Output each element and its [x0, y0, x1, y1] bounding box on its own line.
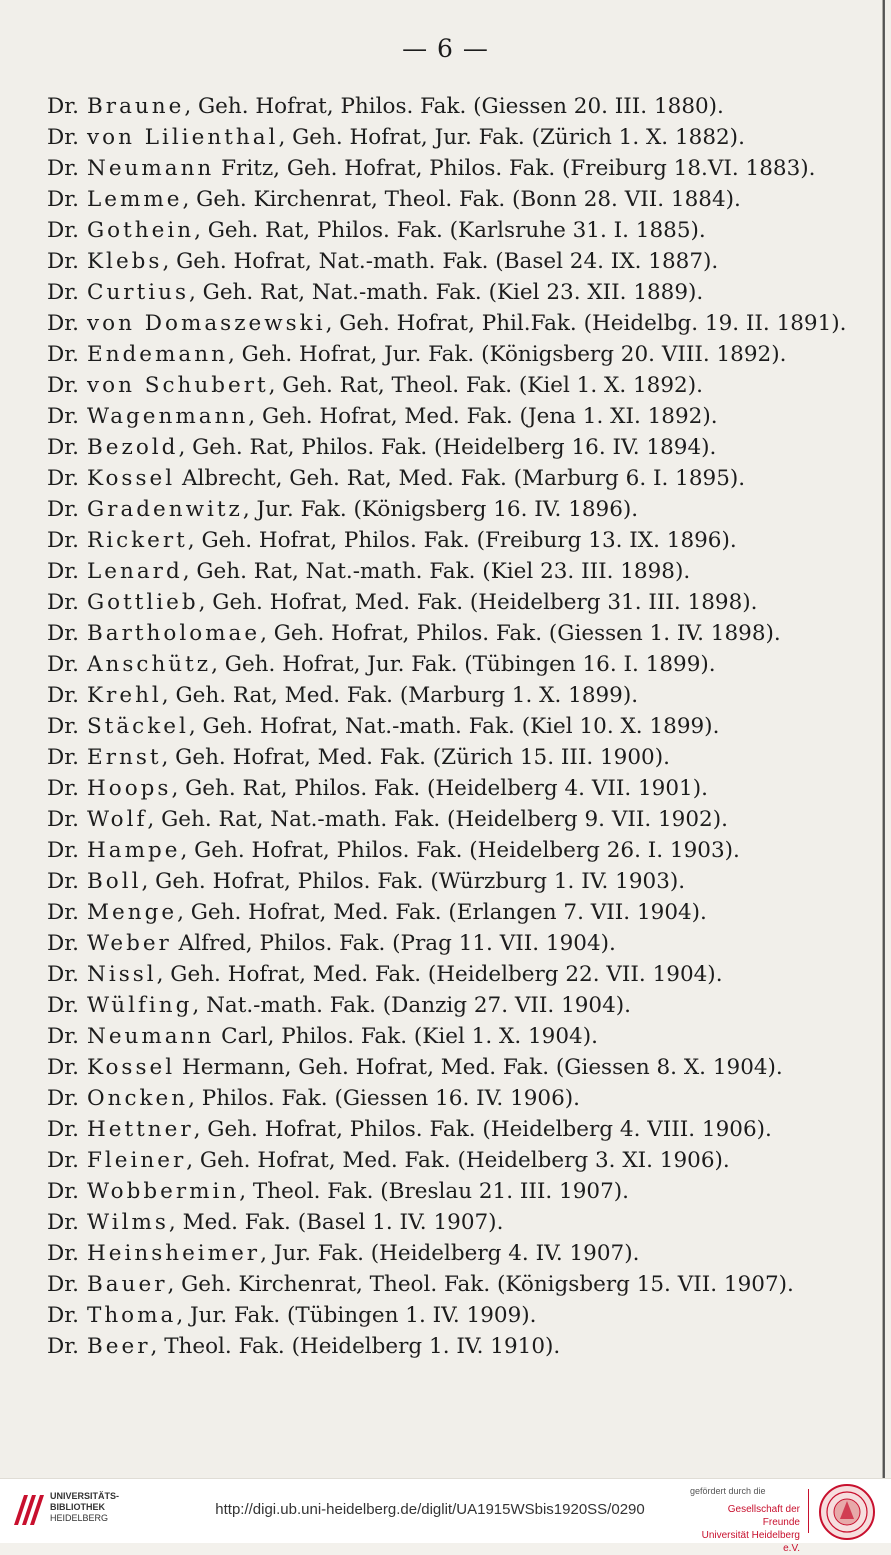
entry-name: Kossel — [87, 466, 176, 491]
entry-row — [47, 277, 847, 308]
entry-name: Bartholomae — [87, 621, 261, 646]
entry-name: Boll — [87, 869, 142, 894]
entry-title: Dr. — [47, 528, 79, 553]
entry-title: Dr. — [47, 1024, 79, 1049]
entry-title: Dr. — [47, 466, 79, 491]
entry-details: , Theol. Fak. (Breslau 21. III. 1907). — [239, 1179, 629, 1204]
entry-row — [47, 525, 847, 556]
entry-name: Oncken — [87, 1086, 189, 1111]
entry-title: Dr. — [47, 993, 79, 1018]
entry-name: Bezold — [87, 435, 179, 460]
entry-details: , Geh. Kirchenrat, Theol. Fak. (Königsberg 15. VII. 1907). — [167, 1272, 794, 1297]
entry-title: Dr. — [47, 311, 79, 336]
entry-name: Lenard — [87, 559, 183, 584]
entry-row — [47, 215, 847, 246]
entry-name: Neumann — [87, 156, 215, 181]
entry-name: Wagenmann — [87, 404, 249, 429]
entry-name: Nissl — [87, 962, 157, 987]
entry-title: Dr. — [47, 714, 79, 739]
entry-title: Dr. — [47, 1272, 79, 1297]
entry-name: Ernst — [87, 745, 162, 770]
entry-title: Dr. — [47, 249, 79, 274]
entry-details: , Geh. Hofrat, Jur. Fak. (Königsberg 20. VIII. 1892). — [227, 342, 787, 367]
entry-title: Dr. — [47, 1303, 79, 1328]
entry-details: , Geh. Hofrat, Med. Fak. (Erlangen 7. VII. 1904). — [177, 900, 707, 925]
entry-title: Dr. — [47, 280, 79, 305]
entry-name: Kossel — [87, 1055, 176, 1080]
entry-title: Dr. — [47, 931, 79, 956]
entry-row — [47, 1207, 847, 1238]
library-name-line: HEIDELBERG — [50, 1513, 109, 1523]
entry-name: Lemme — [87, 187, 183, 212]
entry-name: von Schubert — [87, 373, 269, 398]
entry-row — [47, 990, 847, 1021]
page-number: — 6 — — [402, 34, 489, 63]
entry-details: , Geh. Hofrat, Phil.Fak. (Heidelbg. 19. II. 1891). — [325, 311, 847, 336]
entry-row — [47, 649, 847, 680]
page-edge — [882, 0, 885, 1478]
entry-name: Braune — [87, 94, 185, 119]
entry-title: Dr. — [47, 218, 79, 243]
entry-row — [47, 339, 847, 370]
entry-title: Dr. — [47, 1148, 79, 1173]
entry-row — [47, 246, 847, 277]
entry-title: Dr. — [47, 1055, 79, 1080]
entry-row — [47, 804, 847, 835]
entry-details: , Geh. Rat, Nat.-math. Fak. (Kiel 23. XII. 1889). — [188, 280, 704, 305]
entry-name: Weber — [87, 931, 172, 956]
entry-details: , Geh. Hofrat, Philos. Fak. (Heidelberg 4. VIII. 1906). — [193, 1117, 772, 1142]
entry-title: Dr. — [47, 125, 79, 150]
entry-name: Wobbermin — [87, 1179, 240, 1204]
entry-details: , Geh. Rat, Med. Fak. (Marburg 1. X. 1899). — [161, 683, 639, 708]
entry-name: Krehl — [87, 683, 162, 708]
entry-details: , Geh. Rat, Nat.-math. Fak. (Heidelberg 9. VII. 1902). — [147, 807, 728, 832]
entry-row — [47, 153, 847, 184]
entry-row — [47, 1176, 847, 1207]
university-seal-icon — [818, 1483, 876, 1541]
sponsor-name-line: Gesellschaft der Freunde — [727, 1504, 800, 1528]
permalink-url[interactable]: http://digi.ub.uni-heidelberg.de/diglit/UA1915WSbis1920SS/0290 — [215, 1501, 645, 1518]
entry-title: Dr. — [47, 559, 79, 584]
entry-details: , Geh. Kirchenrat, Theol. Fak. (Bonn 28. VII. 1884). — [182, 187, 741, 212]
entry-details: , Geh. Rat, Philos. Fak. (Heidelberg 4. VII. 1901). — [171, 776, 708, 801]
entry-details: , Geh. Hofrat, Philos. Fak. (Giessen 20. III. 1880). — [184, 94, 724, 119]
entry-name: Stäckel — [87, 714, 189, 739]
entry-row — [47, 1052, 847, 1083]
entry-name: Rickert — [87, 528, 188, 553]
entry-details: , Geh. Hofrat, Med. Fak. (Zürich 15. III. 1900). — [161, 745, 670, 770]
entry-row — [47, 463, 847, 494]
entry-name: Hoops — [87, 776, 172, 801]
entry-name: von Lilienthal — [87, 125, 279, 150]
entry-details: , Med. Fak. (Basel 1. IV. 1907). — [168, 1210, 504, 1235]
entry-details: , Geh. Hofrat, Jur. Fak. (Zürich 1. X. 1882). — [278, 125, 745, 150]
entry-details: , Geh. Hofrat, Nat.-math. Fak. (Basel 24. IX. 1887). — [162, 249, 719, 274]
entry-details: , Jur. Fak. (Königsberg 16. IV. 1896). — [242, 497, 639, 522]
entry-details: Fritz, Geh. Hofrat, Philos. Fak. (Freiburg 18.VI. 1883). — [214, 156, 816, 181]
entry-details: , Theol. Fak. (Heidelberg 1. IV. 1910). — [150, 1334, 561, 1359]
entry-row — [47, 1145, 847, 1176]
entry-row — [47, 897, 847, 928]
entry-name: Wilms — [87, 1210, 169, 1235]
sponsor-name-line: Universität Heidelberg e.V. — [701, 1530, 800, 1554]
entry-title: Dr. — [47, 962, 79, 987]
entry-row — [47, 835, 847, 866]
entry-details: Albrecht, Geh. Rat, Med. Fak. (Marburg 6. I. 1895). — [175, 466, 746, 491]
entry-name: Beer — [87, 1334, 151, 1359]
entry-row — [47, 866, 847, 897]
entry-name: Heinsheimer — [87, 1241, 261, 1266]
entry-details: , Geh. Rat, Theol. Fak. (Kiel 1. X. 1892). — [268, 373, 703, 398]
entry-details: Carl, Philos. Fak. (Kiel 1. X. 1904). — [214, 1024, 598, 1049]
entry-title: Dr. — [47, 1179, 79, 1204]
entry-name: Anschütz — [87, 652, 212, 677]
entry-row — [47, 308, 847, 339]
entry-title: Dr. — [47, 683, 79, 708]
entry-details: , Geh. Hofrat, Philos. Fak. (Heidelberg 26. I. 1903). — [180, 838, 740, 863]
entry-row — [47, 370, 847, 401]
entry-row — [47, 587, 847, 618]
entry-title: Dr. — [47, 373, 79, 398]
entry-details: , Geh. Rat, Philos. Fak. (Karlsruhe 31. I. 1885). — [194, 218, 706, 243]
entry-title: Dr. — [47, 776, 79, 801]
entry-name: Hampe — [87, 838, 181, 863]
entry-row — [47, 1300, 847, 1331]
entry-name: Gottlieb — [87, 590, 199, 615]
entry-row — [47, 711, 847, 742]
entry-details: , Geh. Rat, Nat.-math. Fak. (Kiel 23. III. 1898). — [182, 559, 691, 584]
entry-name: Menge — [87, 900, 178, 925]
entry-title: Dr. — [47, 435, 79, 460]
entry-name: Hettner — [87, 1117, 194, 1142]
library-logo-icon — [10, 1489, 46, 1529]
entry-name: von Domaszewski — [87, 311, 326, 336]
entry-name: Gothein — [87, 218, 195, 243]
entry-title: Dr. — [47, 807, 79, 832]
entry-name: Thoma — [87, 1303, 177, 1328]
entry-details: , Geh. Hofrat, Med. Fak. (Heidelberg 22. VII. 1904). — [156, 962, 723, 987]
entry-title: Dr. — [47, 621, 79, 646]
entry-details: , Geh. Hofrat, Jur. Fak. (Tübingen 16. I. 1899). — [211, 652, 716, 677]
footer-divider — [808, 1489, 809, 1533]
entry-row — [47, 556, 847, 587]
entry-row — [47, 1238, 847, 1269]
entry-details: , Geh. Hofrat, Med. Fak. (Heidelberg 3. XI. 1906). — [186, 1148, 730, 1173]
entry-title: Dr. — [47, 342, 79, 367]
entry-row — [47, 680, 847, 711]
entry-title: Dr. — [47, 404, 79, 429]
entry-title: Dr. — [47, 590, 79, 615]
entry-row — [47, 91, 847, 122]
entry-details: , Geh. Hofrat, Philos. Fak. (Freiburg 13. IX. 1896). — [187, 528, 737, 553]
entry-title: Dr. — [47, 838, 79, 863]
entry-list — [47, 91, 847, 1362]
entry-name: Fleiner — [87, 1148, 187, 1173]
sponsor-name — [688, 1503, 800, 1555]
entry-name: Endemann — [87, 342, 228, 367]
entry-name: Wolf — [87, 807, 148, 832]
entry-title: Dr. — [47, 869, 79, 894]
entry-name: Bauer — [87, 1272, 168, 1297]
entry-row — [47, 1114, 847, 1145]
entry-title: Dr. — [47, 497, 79, 522]
entry-details: Alfred, Philos. Fak. (Prag 11. VII. 1904). — [171, 931, 616, 956]
entry-details: , Geh. Hofrat, Med. Fak. (Jena 1. XI. 1892). — [248, 404, 718, 429]
entry-details: , Geh. Hofrat, Nat.-math. Fak. (Kiel 10. X. 1899). — [188, 714, 720, 739]
entry-details: , Jur. Fak. (Tübingen 1. IV. 1909). — [176, 1303, 537, 1328]
library-name — [50, 1491, 119, 1524]
entry-row — [47, 742, 847, 773]
entry-title: Dr. — [47, 900, 79, 925]
library-name-line: BIBLIOTHEK — [50, 1502, 105, 1512]
entry-row — [47, 184, 847, 215]
entry-row — [47, 928, 847, 959]
entry-row — [47, 618, 847, 649]
entry-row — [47, 432, 847, 463]
entry-details: , Geh. Rat, Philos. Fak. (Heidelberg 16. IV. 1894). — [178, 435, 717, 460]
entry-row — [47, 122, 847, 153]
entry-name: Gradenwitz — [87, 497, 243, 522]
entry-row — [47, 959, 847, 990]
entry-row — [47, 773, 847, 804]
entry-row — [47, 401, 847, 432]
entry-title: Dr. — [47, 1241, 79, 1266]
entry-name: Curtius — [87, 280, 189, 305]
entry-title: Dr. — [47, 1210, 79, 1235]
entry-title: Dr. — [47, 94, 79, 119]
entry-name: Klebs — [87, 249, 163, 274]
entry-details: Hermann, Geh. Hofrat, Med. Fak. (Giessen 8. X. 1904). — [175, 1055, 783, 1080]
sponsor-intro: gefördert durch die — [690, 1486, 766, 1496]
entry-details: , Geh. Hofrat, Philos. Fak. (Würzburg 1. IV. 1903). — [141, 869, 686, 894]
entry-row — [47, 494, 847, 525]
entry-details: , Jur. Fak. (Heidelberg 4. IV. 1907). — [260, 1241, 640, 1266]
entry-row — [47, 1331, 847, 1362]
entry-title: Dr. — [47, 187, 79, 212]
entry-title: Dr. — [47, 652, 79, 677]
library-name-line: UNIVERSITÄTS- — [50, 1491, 120, 1501]
entry-details: , Geh. Hofrat, Philos. Fak. (Giessen 1. IV. 1898). — [260, 621, 781, 646]
entry-title: Dr. — [47, 1334, 79, 1359]
entry-name: Neumann — [87, 1024, 215, 1049]
entry-title: Dr. — [47, 745, 79, 770]
entry-row — [47, 1021, 847, 1052]
entry-title: Dr. — [47, 1117, 79, 1142]
entry-details: , Philos. Fak. (Giessen 16. IV. 1906). — [188, 1086, 581, 1111]
entry-title: Dr. — [47, 1086, 79, 1111]
entry-details: , Nat.-math. Fak. (Danzig 27. VII. 1904). — [192, 993, 632, 1018]
entry-row — [47, 1083, 847, 1114]
entry-title: Dr. — [47, 156, 79, 181]
entry-row — [47, 1269, 847, 1300]
entry-name: Wülfing — [87, 993, 193, 1018]
viewer-footer — [0, 1478, 891, 1554]
entry-details: , Geh. Hofrat, Med. Fak. (Heidelberg 31. III. 1898). — [198, 590, 758, 615]
